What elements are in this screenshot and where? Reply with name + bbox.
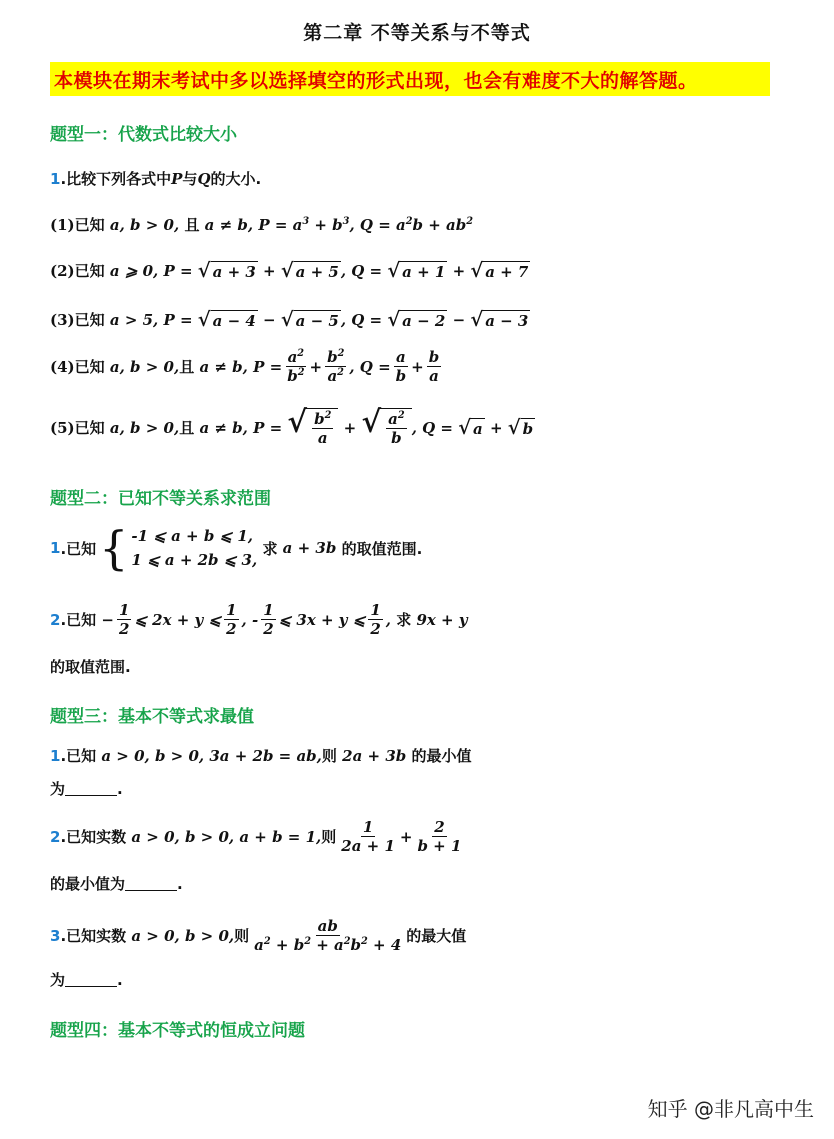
highlight-banner [50, 62, 770, 96]
question-number: 1 [50, 169, 61, 188]
question-3-1-blank-line: 为 . [50, 779, 123, 798]
question-2-1: 1 .已知 { -1 ⩽ a + b ⩽ 1, 1 ⩽ a + 2b ⩽ 3, 求 a + 3b 的取值范围. [50, 521, 423, 575]
section-heading-1: 题型一：代数式比较大小 [50, 125, 237, 145]
sub-question-5: (5) 已知 a, b > 0, 且 a ≠ b, P = √ $\frac{b^2}{a}$ + √ $\frac{a^2}{b}$ , Q = √ a + √ b [50, 405, 534, 447]
watermark: 知乎 @非凡高中生 [647, 1097, 814, 1121]
section-heading-4: 题型四：基本不等式的恒成立问题 [50, 1021, 305, 1041]
sub-question-2: (2) 已知 a ⩾ 0, P = √ a + 3 + √ a + 5 , Q = √ a + 1 + √ a + 7 [50, 258, 529, 282]
answer-blank[interactable] [65, 781, 117, 796]
question-3-2-blank-line: 的最小值为 . [50, 874, 183, 893]
section-heading-3: 题型三：基本不等式求最值 [50, 707, 254, 727]
page-title: 第二章 不等关系与不等式 [303, 22, 531, 44]
section-heading-2: 题型二：已知不等关系求范围 [50, 489, 271, 509]
question-3-3-blank-line: 为 . [50, 970, 123, 989]
sub-question-4: (4) 已知 a, b > 0, 且 a ≠ b, P = $\frac{a^2}{b^2}$ + $\frac{b^2}{a^2}$ , Q = $\frac{a}{b}$ + $\frac{b}{a}$ [50, 348, 440, 385]
question-3-2: 2 .已知实数 a > 0, b > 0, a + b = 1, 则 $\frac{1}{2a + 1}$ + $\frac{2}{b + 1}$ [50, 818, 462, 855]
question-3-1: 1 .已知 a > 0, b > 0, 3a + 2b = ab, 则 2a + 3b 的最小值 [50, 746, 472, 765]
question-2-2-tail: 的取值范围. [50, 658, 131, 676]
answer-blank[interactable] [65, 972, 117, 987]
sub-question-1: (1) 已知 a, b > 0, 且 a ≠ b, $P = a^3 + b^3$, $Q = a^2b + ab^2$ [50, 215, 474, 234]
question-3-3: 3 .已知实数 a > 0, b > 0, 则 $\frac{ab}{a^2 + b^2 + a^2b^2 + 4}$ 的最大值 [50, 917, 467, 954]
sub-question-3: (3) 已知 a > 5, P = √ a − 4 − √ a − 5 , Q = √ a − 2 − √ a − 3 [50, 307, 529, 331]
banner-text: 本模块在期末考试中多以选择填空的形式出现，也会有难度不大的解答题。 [54, 70, 698, 92]
question-2-2: 2 .已知 − $\frac{1}{2}$ ⩽ 2x + y ⩽ $\frac{1}{2}$ , - $\frac{1}{2}$ ⩽ 3x + y ⩽ $\frac{1}{2}$ , 求 9x + y [50, 601, 468, 638]
answer-blank[interactable] [125, 876, 177, 891]
question-1-1: 1 .比较下列各式中 P 与 Q 的大小. [50, 169, 262, 188]
